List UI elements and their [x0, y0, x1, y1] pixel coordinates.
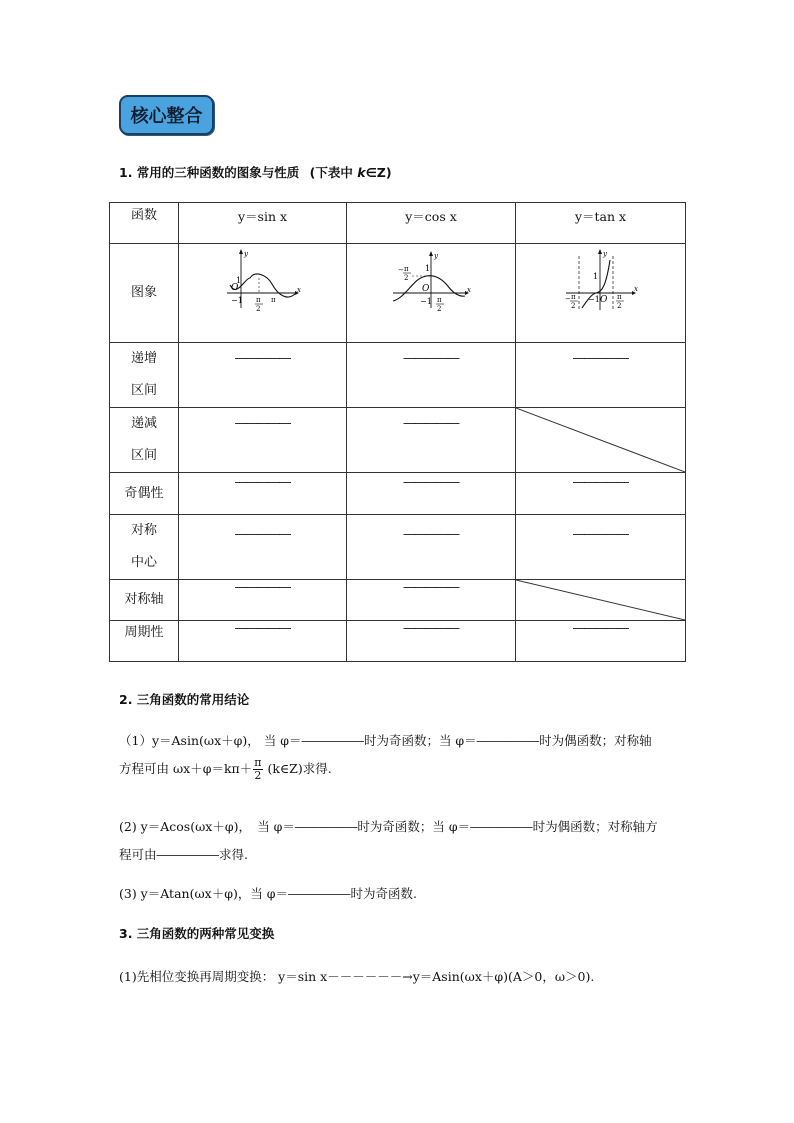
- inc-tan-blank: ―――――: [573, 351, 628, 365]
- table-row-header: [110, 203, 686, 244]
- center-sin-blank: ―――――: [235, 527, 290, 541]
- header-label-cell: [110, 203, 179, 244]
- table-row-axis: [110, 580, 686, 621]
- section2-line3: (3) y＝Atan(ωx＋φ)，当 φ＝―――――时为奇函数.: [119, 886, 418, 901]
- graph-cell-sin: [179, 244, 347, 343]
- cos-graph: [347, 244, 516, 338]
- function-properties-table: [109, 202, 686, 662]
- row-label-axis: [110, 580, 179, 621]
- period-sin-cell: [179, 621, 347, 662]
- parity-cos-blank: ―――――: [403, 475, 459, 489]
- section1-heading-paren-a: (下表中: [309, 165, 358, 180]
- fraction-denominator: 2: [254, 769, 262, 782]
- cos-label-2: 2: [437, 305, 442, 313]
- row-label-increasing: [110, 343, 179, 408]
- cos-label-pi: π: [437, 296, 442, 304]
- center-cos-cell: [347, 515, 516, 580]
- row-label-parity: [110, 473, 179, 515]
- row-label-period-text: 周期性: [124, 625, 164, 640]
- header-label: 函数: [130, 208, 157, 223]
- row-label-center-2: 中心: [130, 555, 157, 570]
- tan-label-x: x: [634, 285, 638, 293]
- tan-label-neg1: −1: [588, 295, 600, 304]
- dec-tan-diagonal: [516, 408, 685, 472]
- cos-label-1: 1: [425, 264, 431, 273]
- header-cos: [347, 203, 516, 244]
- tan-label-1: 1: [593, 272, 599, 281]
- section2-line1b-pre: 方程可由 ωx＋φ＝kπ＋: [119, 761, 253, 776]
- section1-heading-text: 1. 常用的三种函数的图象与性质: [119, 165, 300, 180]
- parity-tan-blank: ―――――: [573, 475, 628, 489]
- row-label-center-1: 对称: [130, 523, 157, 538]
- sin-label-x: x: [297, 286, 301, 294]
- period-cos-cell: [347, 621, 516, 662]
- table-row-increasing: [110, 343, 686, 408]
- row-label-dec-2: 区间: [130, 448, 157, 463]
- dec-sin-cell: [179, 408, 347, 473]
- center-tan-blank: ―――――: [573, 527, 628, 541]
- period-cos-blank: ―――――: [403, 621, 459, 635]
- cos-label-x: x: [467, 286, 471, 294]
- tan-label-2-neg: 2: [571, 302, 576, 310]
- tan-label-2: 2: [617, 302, 622, 310]
- row-label-parity-text: 奇偶性: [124, 485, 164, 501]
- row-label-graph: [110, 244, 179, 343]
- table-row-period: [110, 621, 686, 662]
- inc-sin-cell: [179, 343, 347, 408]
- header-tan: [516, 203, 686, 244]
- dec-cos-cell: [347, 408, 516, 473]
- row-label-period: [110, 621, 179, 662]
- sin-label-neg1: −1: [231, 296, 243, 305]
- pi-over-2-fraction: [253, 757, 262, 782]
- section3-heading: 3. 三角函数的两种常见变换: [119, 926, 275, 941]
- table-row-decreasing: [110, 408, 686, 473]
- section2-line2: (2) y＝Acos(ωx＋φ)， 当 φ＝―――――时为奇函数；当 φ＝―――――时为偶函数；对称轴方: [119, 819, 658, 834]
- row-label-center: [110, 515, 179, 580]
- sin-graph: [179, 244, 347, 338]
- section1-heading-paren-b: ∈Z): [365, 165, 392, 180]
- section2-line1b: [119, 757, 332, 782]
- tan-label-y: y: [603, 250, 607, 258]
- tan-label-minus: −: [565, 295, 571, 303]
- period-tan-cell: [516, 621, 686, 662]
- sin-y-arrow: [239, 249, 243, 254]
- parity-tan-cell: [516, 473, 686, 515]
- row-label-inc-1: 递增: [130, 351, 157, 366]
- period-tan-blank: ―――――: [573, 621, 628, 635]
- parity-sin-cell: [179, 473, 347, 515]
- center-cos-blank: ―――――: [403, 527, 459, 541]
- axis-tan-cell: [516, 580, 686, 621]
- cos-label-o: O: [422, 284, 430, 294]
- cos-label-pi-neg: π: [404, 265, 409, 273]
- fraction-numerator: π: [254, 756, 262, 769]
- graph-cell-cos: [347, 244, 516, 343]
- row-label-inc-2: 区间: [130, 383, 157, 398]
- center-tan-cell: [516, 515, 686, 580]
- inc-tan-cell: [516, 343, 686, 408]
- section2-heading: 2. 三角函数的常用结论: [119, 692, 250, 707]
- parity-sin-blank: ―――――: [235, 475, 290, 489]
- dec-sin-blank: ―――――: [235, 416, 290, 430]
- sin-label-y: y: [244, 250, 248, 258]
- section2-line1: （1）y＝Asin(ωx＋φ)， 当 φ＝―――――时为奇函数；当 φ＝―――――时为偶函数；对称轴: [119, 733, 652, 748]
- section-badge: 核心整合: [119, 95, 214, 135]
- sin-label-o: O: [231, 283, 239, 293]
- table-row-center: [110, 515, 686, 580]
- section2-line2b: 程可由―――――求得.: [119, 847, 248, 862]
- axis-cos-blank: ―――――: [403, 580, 459, 594]
- sin-label-1: 1: [236, 276, 242, 285]
- cos-label-2-neg: 2: [404, 274, 409, 282]
- sin-label-2: 2: [256, 305, 261, 313]
- center-sin-cell: [179, 515, 347, 580]
- inc-sin-blank: ―――――: [235, 351, 290, 365]
- header-cos-text: y＝cos x: [405, 209, 457, 224]
- dec-cos-blank: ―――――: [403, 416, 459, 430]
- inc-cos-blank: ―――――: [403, 351, 459, 365]
- period-sin-blank: ―――――: [235, 621, 290, 635]
- tan-label-pi: π: [617, 293, 622, 301]
- axis-cos-cell: [347, 580, 516, 621]
- parity-cos-cell: [347, 473, 516, 515]
- axis-sin-blank: ―――――: [235, 580, 290, 594]
- row-label-decreasing: [110, 408, 179, 473]
- row-label-axis-text: 对称轴: [124, 592, 164, 607]
- cos-label-neg1: −1: [420, 297, 432, 306]
- header-tan-text: y＝tan x: [574, 209, 627, 224]
- tan-y-arrow: [598, 249, 602, 254]
- dec-tan-cell: [516, 408, 686, 473]
- cos-y-arrow: [429, 251, 433, 256]
- inc-cos-cell: [347, 343, 516, 408]
- section2-line1b-post: (k∈Z)求得.: [263, 761, 332, 776]
- table-row-graph: [110, 244, 686, 343]
- section1-heading-k: k: [357, 165, 366, 180]
- sin-label-pi2: π: [271, 296, 276, 304]
- section1-heading: [119, 163, 392, 181]
- sin-label-pi: π: [256, 296, 261, 304]
- section3-line1: (1)先相位变换再周期变换： y＝sin x－－－－－－→y＝Asin(ωx＋φ)(A＞0，ω＞0).: [119, 969, 595, 984]
- cos-label-minus: −: [398, 266, 404, 274]
- table-row-parity: [110, 473, 686, 515]
- header-sin: [179, 203, 347, 244]
- tan-graph: [516, 244, 686, 338]
- cos-label-y: y: [434, 252, 438, 260]
- tan-label-o: O: [600, 295, 608, 305]
- axis-sin-cell: [179, 580, 347, 621]
- row-label-dec-1: 递减: [130, 416, 157, 431]
- header-sin-text: y＝sin x: [237, 209, 288, 224]
- tan-label-pi-neg: π: [571, 293, 576, 301]
- row-label-graph-text: 图象: [130, 285, 157, 300]
- graph-cell-tan: [516, 244, 686, 343]
- axis-tan-diagonal: [516, 580, 685, 620]
